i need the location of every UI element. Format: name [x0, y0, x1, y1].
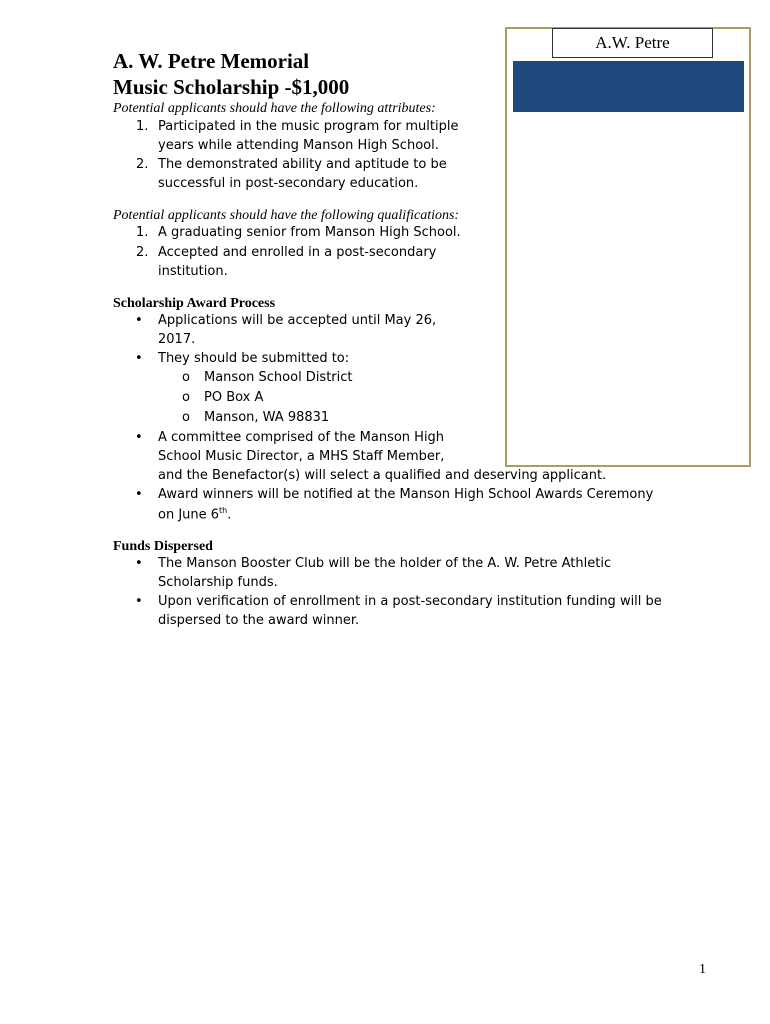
bullet-icon: • — [135, 594, 143, 609]
bullet-icon: • — [135, 351, 143, 366]
process-text: They should be submitted to: — [158, 351, 350, 366]
funds-text: Upon verification of enrollment in a post-secondary institution funding will be — [158, 594, 662, 609]
attribute-number: 2. — [136, 157, 149, 172]
qualification-text: Accepted and enrolled in a post-secondary — [158, 245, 437, 260]
process-text: Award winners will be notified at the Manson High School Awards Ceremony — [158, 487, 654, 502]
address-line: PO Box A — [204, 390, 264, 405]
qualification-text: A graduating senior from Manson High School. — [158, 225, 461, 240]
process-text: and the Benefactor(s) will select a qualified and deserving applicant. — [158, 468, 607, 483]
process-text: School Music Director, a MHS Staff Member, — [158, 449, 445, 464]
name-label: A.W. Petre — [595, 33, 670, 52]
page-number: 1 — [699, 962, 706, 977]
address-line: Manson, WA 98831 — [204, 410, 330, 425]
qualification-number: 2. — [136, 245, 149, 260]
process-text: Applications will be accepted until May 26, — [158, 313, 437, 328]
bullet-icon: • — [135, 313, 143, 328]
name-label-box — [552, 28, 713, 58]
page-title — [113, 48, 349, 100]
qualification-text: institution. — [158, 264, 228, 279]
attribute-text: The demonstrated ability and aptitude to be — [158, 157, 447, 172]
funds-text: The Manson Booster Club will be the holder of the A. W. Petre Athletic — [158, 556, 612, 571]
sub-bullet-marker: o — [182, 370, 190, 385]
process-heading: Scholarship Award Process — [113, 296, 276, 311]
attribute-text: years while attending Manson High School. — [158, 138, 439, 153]
ordinal-suffix: th — [219, 506, 228, 515]
photo-placeholder-bar — [513, 61, 744, 112]
bullet-icon: • — [135, 487, 143, 502]
attribute-number: 1. — [136, 119, 149, 134]
address-line: Manson School District — [204, 370, 353, 385]
attributes-intro: Potential applicants should have the following attributes: — [113, 101, 436, 116]
process-text: A committee comprised of the Manson High — [158, 430, 445, 445]
process-text: 2017. — [158, 332, 196, 347]
attribute-text: Participated in the music program for multiple — [158, 119, 459, 134]
funds-heading: Funds Dispersed — [113, 539, 213, 554]
qualifications-intro: Potential applicants should have the following qualifications: — [113, 208, 460, 223]
attribute-text: successful in post-secondary education. — [158, 176, 419, 191]
title-line-2: Music Scholarship -$1,000 — [113, 75, 350, 99]
sub-bullet-marker: o — [182, 410, 190, 425]
funds-text: dispersed to the award winner. — [158, 613, 360, 628]
ceremony-date-punct: . — [227, 507, 232, 523]
bullet-icon: • — [135, 556, 143, 571]
ceremony-date-text: on June 6 — [158, 507, 220, 523]
process-text — [158, 506, 231, 522]
qualification-number: 1. — [136, 225, 149, 240]
funds-text: Scholarship funds. — [158, 575, 278, 590]
bullet-icon: • — [135, 430, 143, 445]
title-line-1: A. W. Petre Memorial — [113, 49, 310, 73]
sub-bullet-marker: o — [182, 390, 190, 405]
